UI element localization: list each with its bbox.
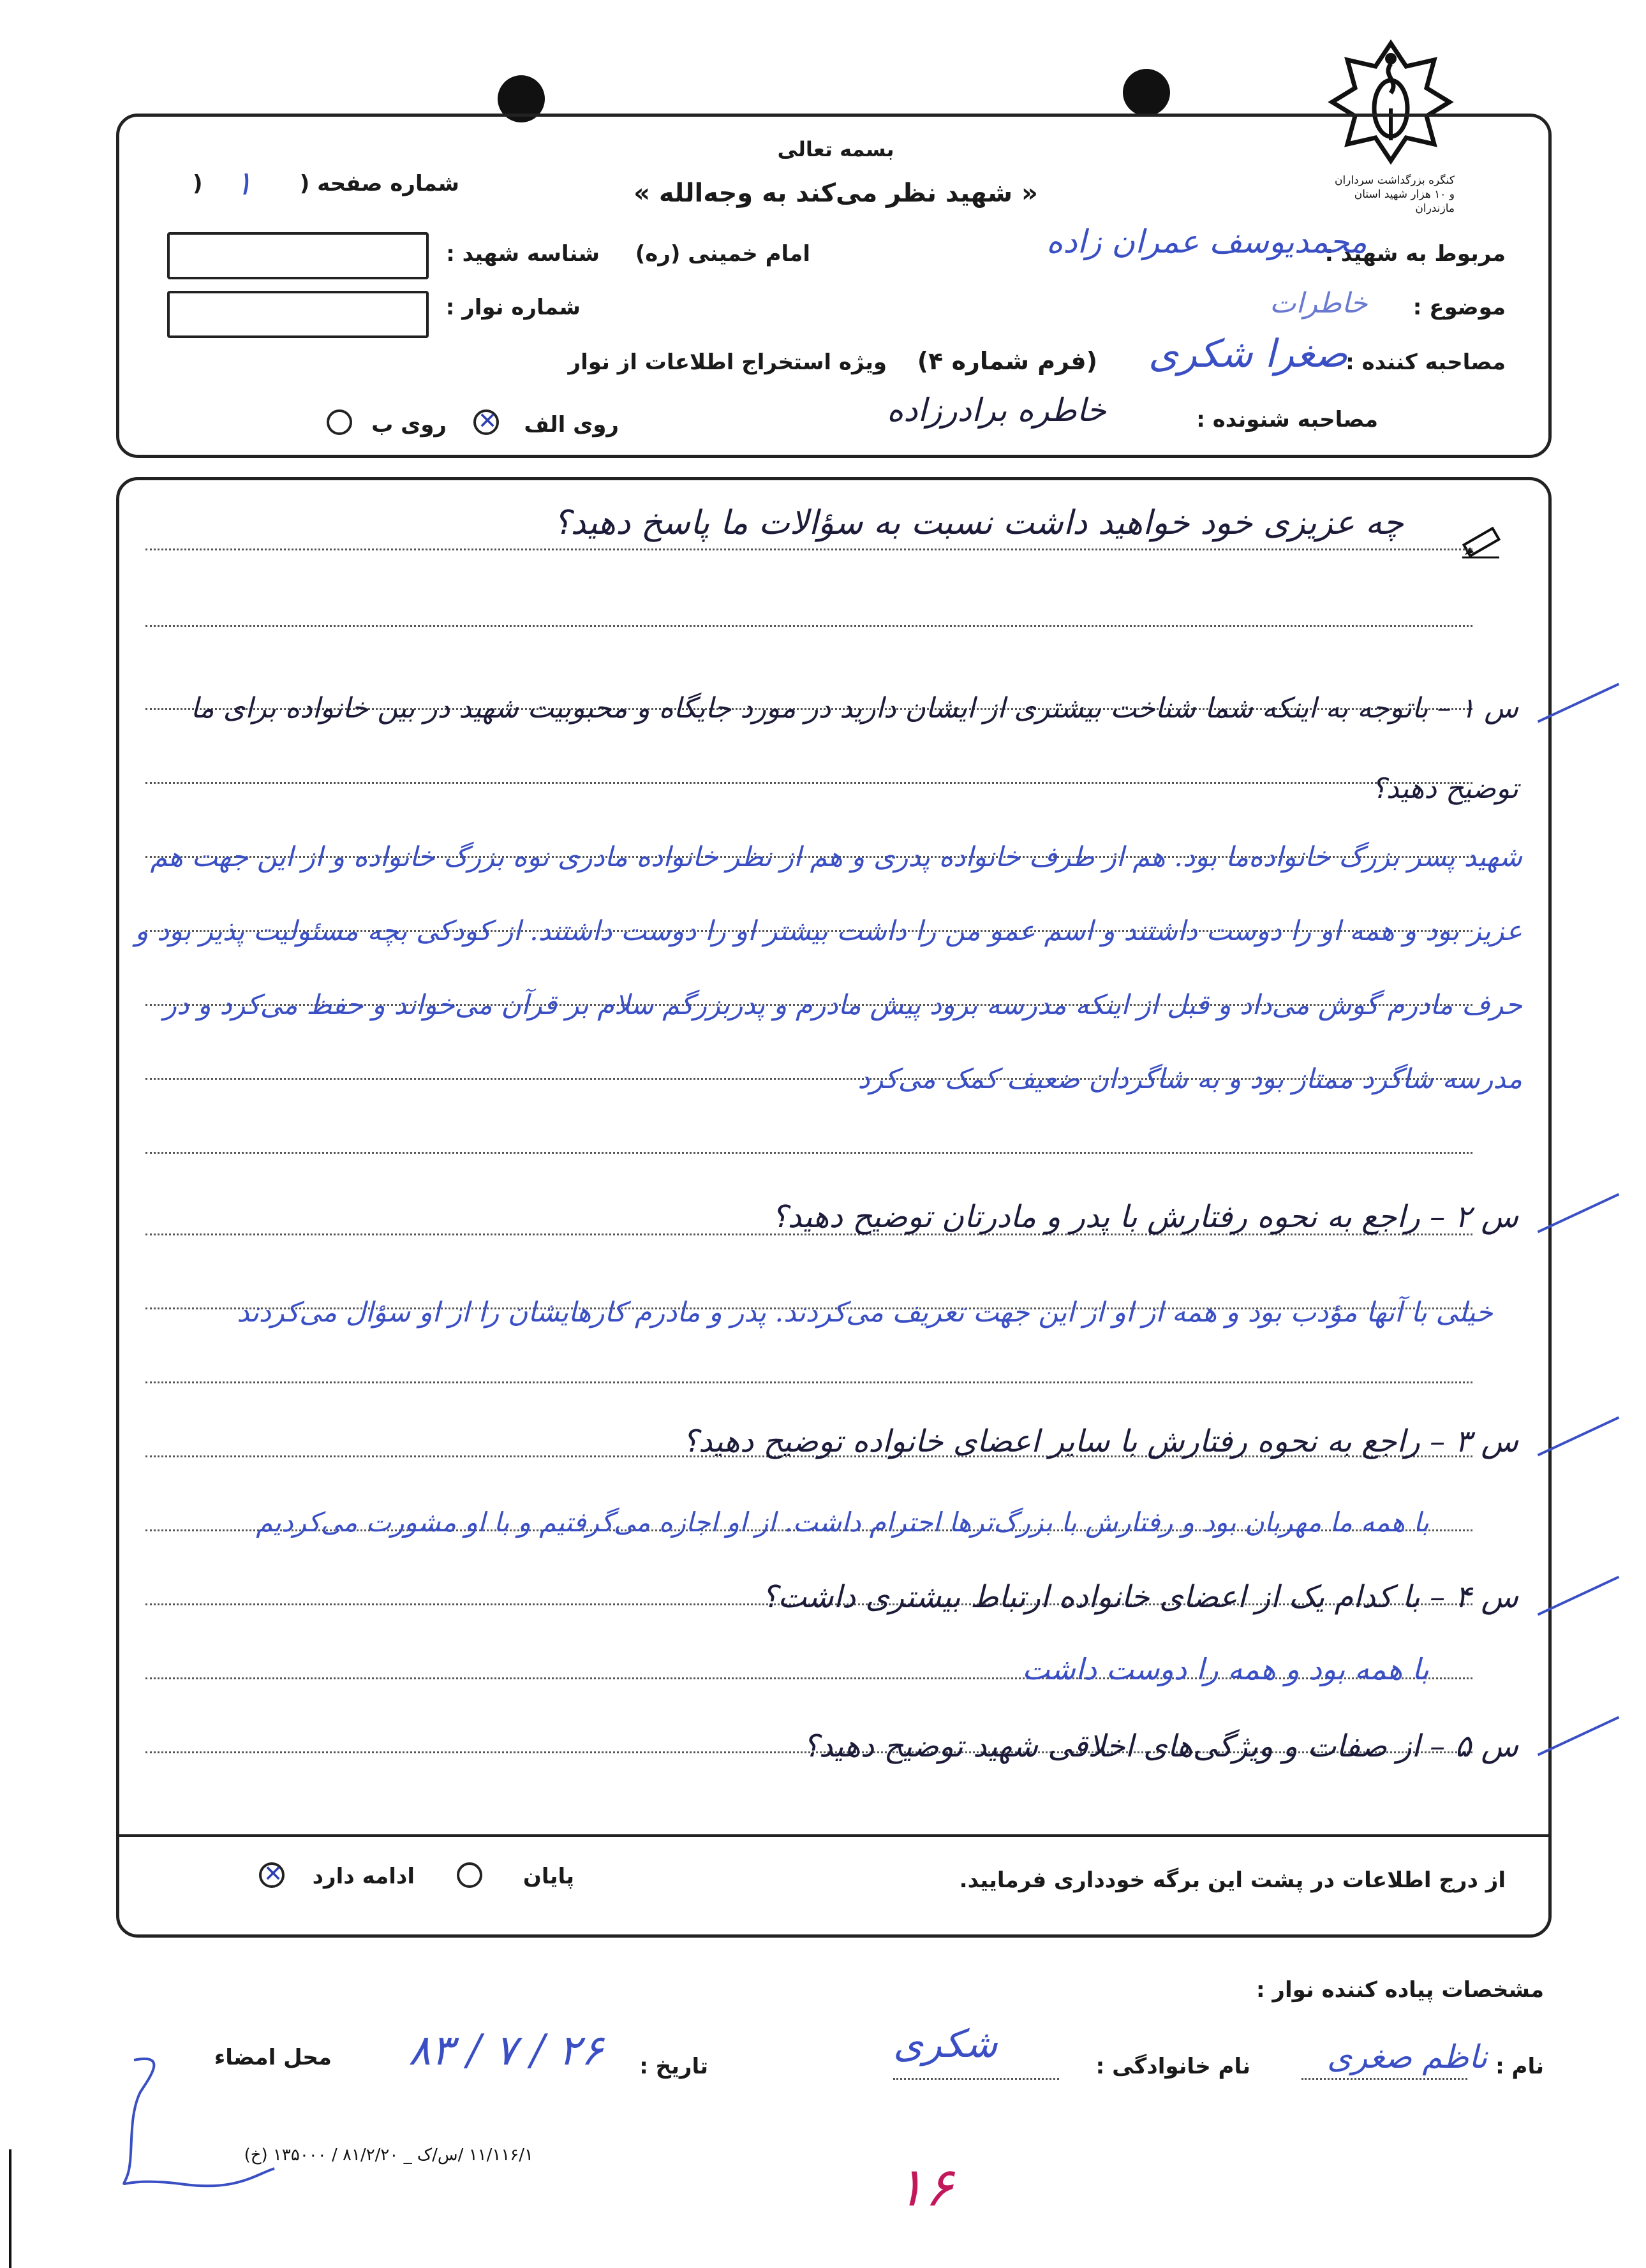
name-label: نام : (1495, 2054, 1544, 2079)
body-footer-divider (119, 1834, 1548, 1837)
name-line (1301, 2078, 1467, 2080)
scan-edge (9, 2149, 11, 2268)
form-subtitle: ویژه استخراج اطلاعات از نوار (568, 350, 887, 375)
name-value: ناظم صغری (1327, 2038, 1488, 2075)
page-number-label: شماره صفحه ( (299, 171, 459, 196)
date-value: ۸۳ / ۷ / ۲۶ (408, 2026, 604, 2075)
side-a-radio[interactable] (473, 409, 499, 435)
answer-2: خیلی با آنها مؤدب بود و همه از او از این جهت تعریف می‌کردند. پدر و مادرم کارهایشان را از او سؤال می‌کردند (237, 1297, 1493, 1329)
page-mark: ۱۶ (896, 2156, 954, 2218)
question-3: س ۳ – راجع به نحوه رفتارش با سایر اعضای خانواده توضیح دهید؟ (682, 1424, 1518, 1459)
page-number-close: ) (193, 171, 203, 196)
martyr-label: مربوط به شهید : (1324, 241, 1506, 267)
subject-value: خاطرات (1270, 287, 1368, 320)
page-number-value: ۱ (235, 165, 253, 203)
continue-radio[interactable] (259, 1862, 285, 1888)
bismillah: بسمه تعالی (777, 137, 894, 161)
end-radio[interactable] (457, 1862, 482, 1888)
dotted-line (145, 625, 1472, 627)
martyr-id-field[interactable] (167, 232, 429, 279)
answer-4: با همه بود و همه را دوست داشت (1022, 1652, 1429, 1686)
motto: « شهید نظر می‌کند به وجه‌الله » (634, 179, 1038, 208)
binder-hole-right (1123, 69, 1170, 116)
form-title: (فرم شماره ۴) (917, 347, 1097, 375)
tape-number-field[interactable] (167, 291, 429, 338)
signature (96, 2047, 287, 2200)
martyr-id-label: شناسه شهید : (446, 241, 600, 267)
form-code: ۱۱/۱۱۶/۱ /س/ک _ ۸۱/۲/۲۰ / ۱۳۵۰۰۰ (خ) (244, 2146, 533, 2165)
side-a-label: روی الف (524, 412, 619, 438)
interviewer-label: مصاحبه کننده : (1346, 350, 1506, 375)
family-line (893, 2078, 1059, 2080)
side-b-radio[interactable] (327, 409, 352, 435)
interviewer-value: صغرا شکری (1148, 332, 1348, 376)
header-box (116, 114, 1552, 458)
intro-line: چه عزیزی خود خواهید داشت نسبت به سؤالات ما پاسخ دهید؟ (553, 504, 1404, 542)
interviewee-value: خاطره برادرزاده (887, 392, 1106, 429)
question-4: س ۴ – با کدام یک از اعضای خانواده ارتباط بیشتری داشت؟ (761, 1579, 1518, 1615)
back-side-notice: از درج اطلاعات در پشت این برگه خودداری فرمایید. (959, 1867, 1506, 1893)
side-b-label: روی ب (371, 412, 447, 438)
question-2: س ۲ – راجع به نحوه رفتارش با پدر و مادرتان توضیح دهید؟ (771, 1199, 1518, 1235)
tape-number-label: شماره نوار : (445, 295, 581, 320)
subject-label: موضوع : (1412, 295, 1506, 320)
end-label: پایان (523, 1864, 574, 1889)
transcriber-title: مشخصات پیاده کننده نوار : (1256, 1977, 1544, 2003)
family-label: نام خانوادگی : (1095, 2054, 1250, 2079)
signature-label: محل امضاء (214, 2045, 332, 2070)
interviewee-label: مصاحبه شنونده : (1196, 407, 1378, 432)
pencil-icon (1461, 522, 1506, 560)
dotted-line (145, 549, 1472, 550)
logo-caption: کنگره بزرگداشت سرداران و ۱۰ هزار شهید استان مازندران (1334, 174, 1455, 215)
continue-label: ادامه دارد (312, 1864, 415, 1889)
family-value: شکری (893, 2022, 998, 2066)
date-label: تاریخ : (639, 2054, 708, 2079)
imam-quote: امام خمینی (ره) (635, 241, 810, 267)
answer-1: شهید پسر بزرگ خانواده‌ما بود. هم از طرف خانواده پدری و هم از نظر خانواده مادری نوه بزرگ خانواده و از این جهت هم عزیز بود و همه او را دوست داشتند و اسم عمو من را داشت بیشتر او را دوست داشتند. از کودکی بچه مسئولیت پذیر بود و حرف مادرم گوش می‌داد و قبل از اینکه مدرسه برود پیش مادرم و پدربزرگم سلام بر قرآن می‌خواند و حفظ می‌کرد و در مدرسه شاگرد ممتاز بود و به شاگردان ضعیف کمک می‌کرد (135, 841, 1522, 1095)
answer-3: با همه ما مهربان بود و رفتارش با بزرگ‌ترها احترام داشت. از او اجازه می‌گرفتیم و با او مشورت می‌کردیم (256, 1506, 1429, 1538)
question-5: س ۵ – از صفات و ویژگی‌های اخلاقی شهید توضیح دهید؟ (803, 1728, 1518, 1764)
question-1: س ۱ – باتوجه به اینکه شما شناخت بیشتری از ایشان دارید در مورد جایگاه و محبوبیت شهید در بین خانواده برای ما توضیح دهید؟ (190, 692, 1518, 805)
martyr-value: محمدیوسف عمران زاده (1046, 223, 1367, 260)
